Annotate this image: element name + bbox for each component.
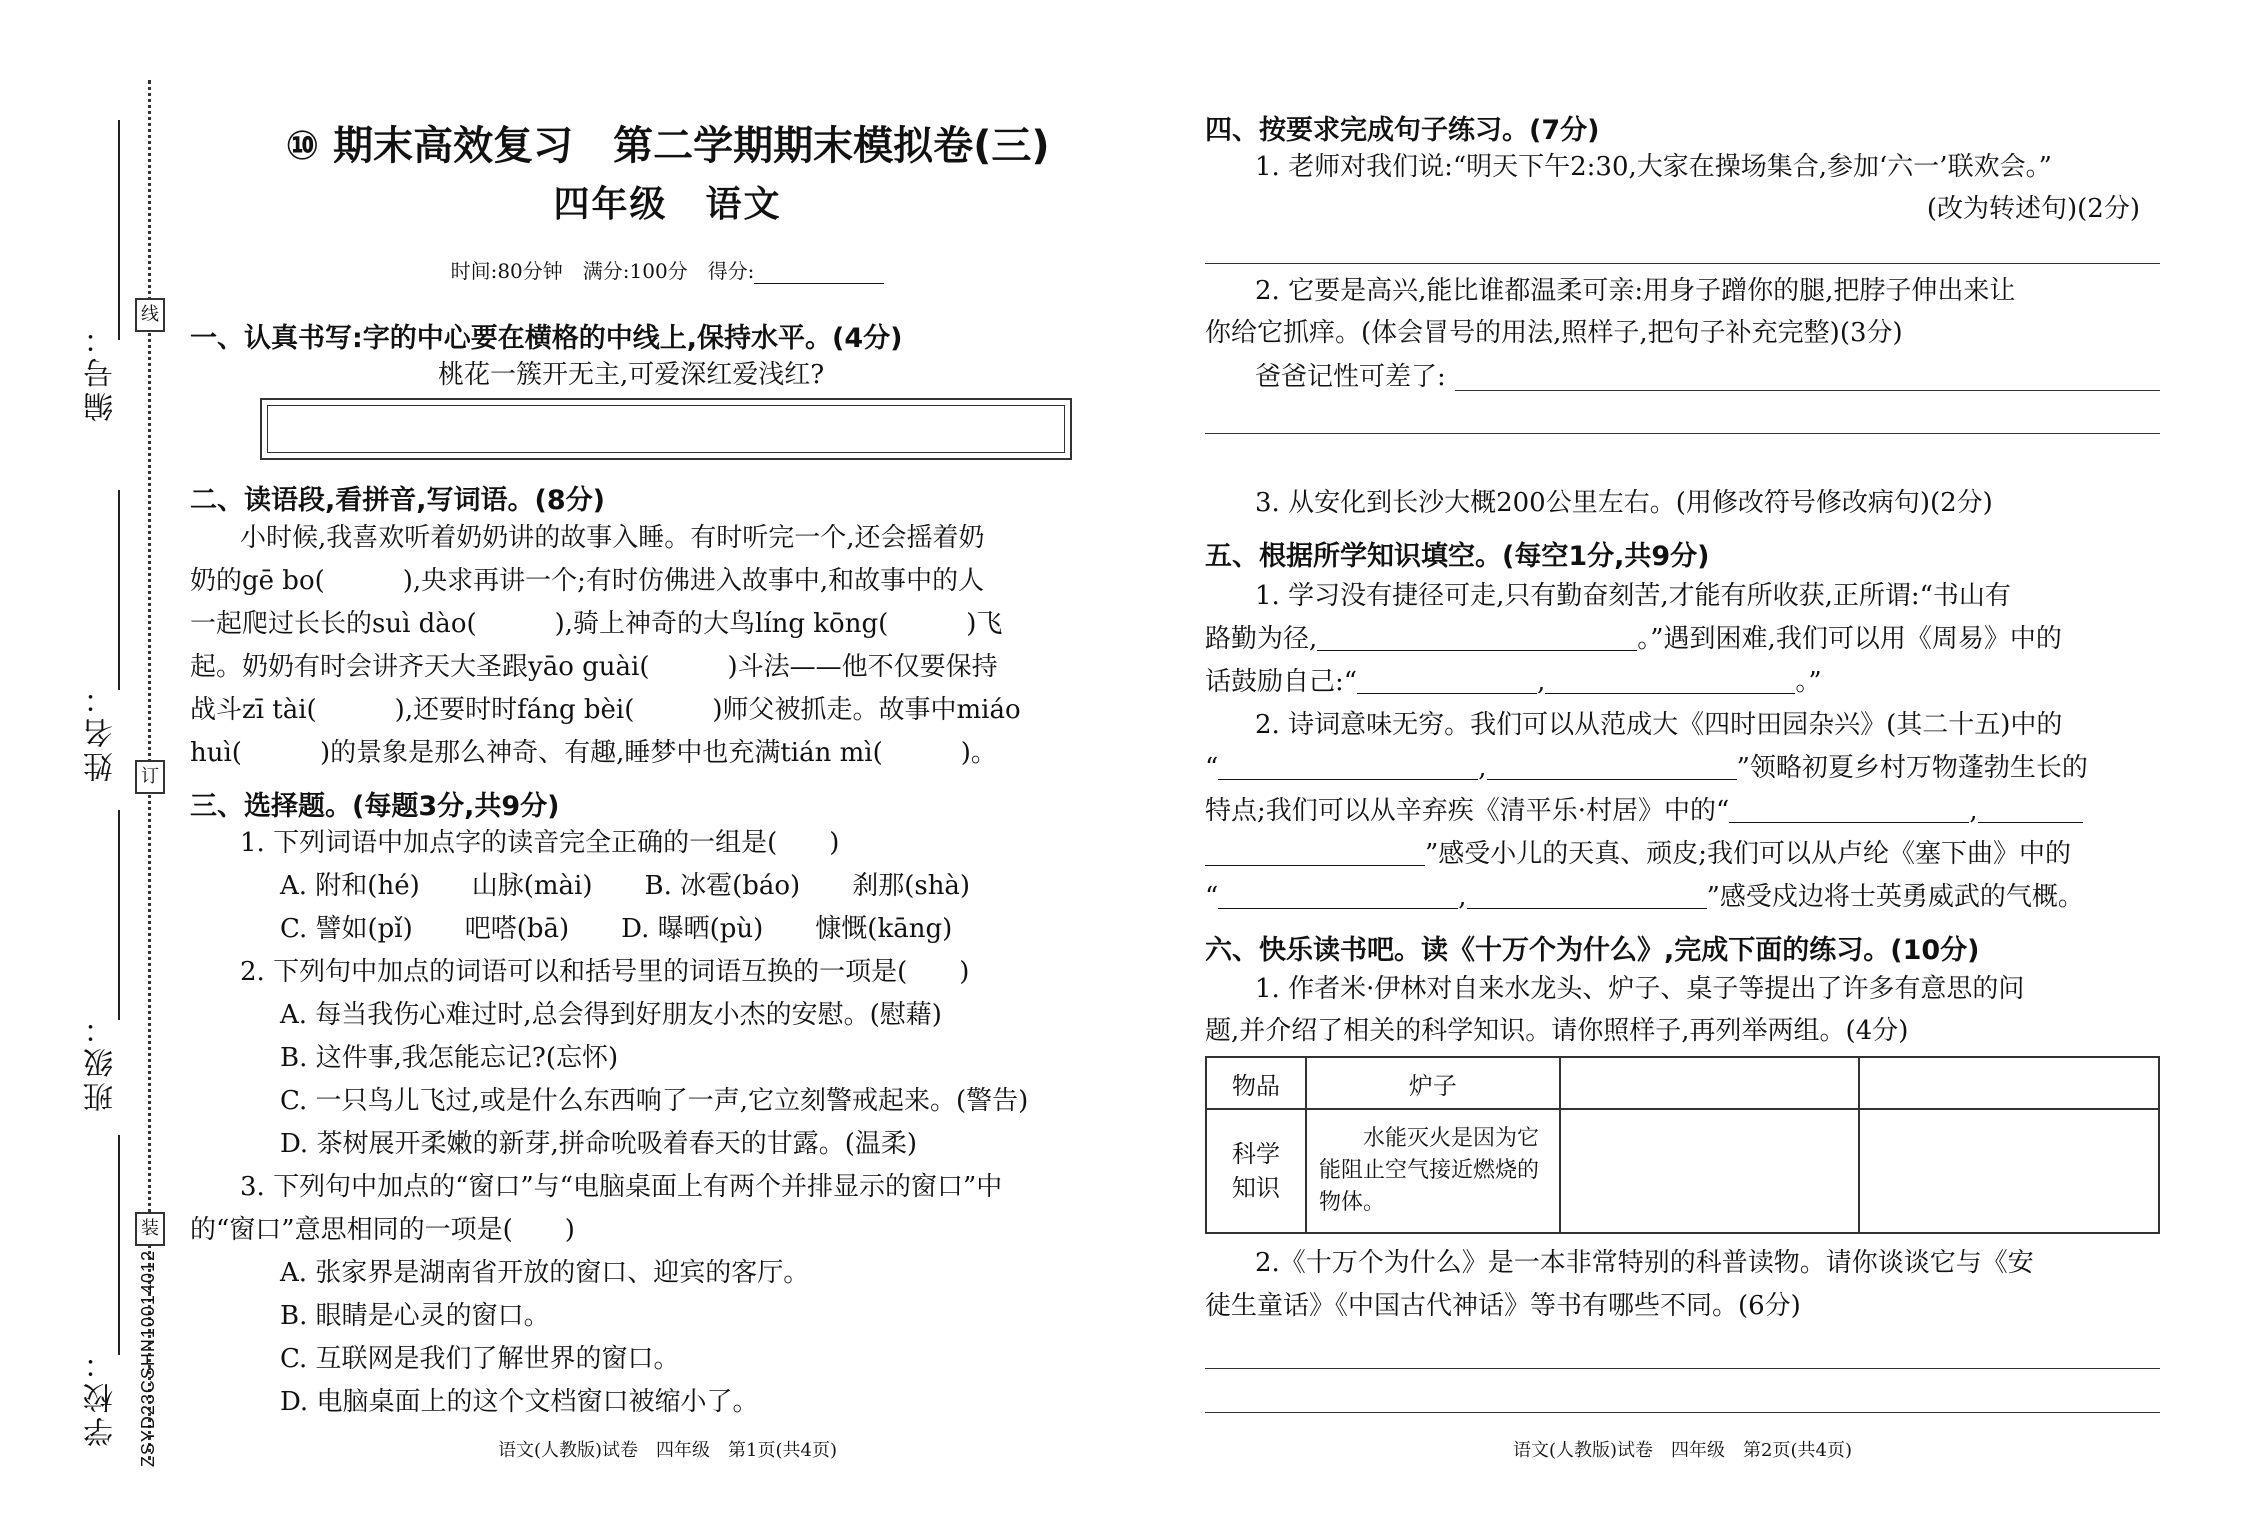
score-field[interactable] [754, 259, 884, 284]
q5-2-line-1: 2. 诗词意味无穷。我们可以从范成大《四时田园杂兴》(其二十五)中的 [1255, 710, 2063, 740]
exam-meta-text: 时间:80分钟 满分:100分 得分: [450, 259, 755, 283]
q3-1-options-ab[interactable]: A. 附和(hé) 山脉(mài) B. 冰雹(báo) 刹那(shà) [280, 871, 971, 901]
handwriting-box[interactable] [260, 398, 1072, 460]
q5-2-line-2 [1205, 747, 2088, 789]
q5-1-line-3 [1205, 661, 1822, 703]
s2-line-1: 小时候,我喜欢听着奶奶讲的故事入睡。有时听完一个,还会摇着奶 [240, 523, 985, 553]
q5-2-l3-text-a: 特点;我们可以从辛弃疾《清平乐·村居》中的“ [1205, 796, 1730, 826]
q5-2-l5-text-b: , [1458, 882, 1467, 912]
q3-1-options-cd[interactable]: C. 譬如(pǐ) 吧嗒(bā) D. 曝晒(pù) 慷慨(kāng) [280, 914, 953, 944]
q5-2-l5-text-c: ”感受戍边将士英勇威武的气概。 [1706, 882, 2084, 912]
q4-2-answer-line-2[interactable] [1205, 433, 2160, 434]
table-item-blank-2[interactable] [1859, 1057, 2159, 1109]
page-2 [1205, 0, 2160, 1535]
q5-2-line-4 [1205, 833, 2071, 875]
cut-mark-bind: 订 [135, 760, 165, 794]
cut-mark-line: 线 [135, 298, 165, 332]
q4-2-answer-line-1[interactable] [1455, 390, 2160, 391]
blank-5-2-c[interactable] [1729, 794, 1969, 823]
field-school[interactable] [118, 1135, 120, 1355]
q3-3-option-c[interactable]: C. 互联网是我们了解世界的窗口。 [280, 1344, 680, 1374]
q5-2-l2-text-a: “ [1205, 753, 1219, 783]
field-class[interactable] [118, 810, 120, 1020]
table-knowledge-blank-2[interactable] [1859, 1109, 2159, 1233]
label-number: 编号： [84, 320, 119, 422]
blank-5-2-b[interactable] [1487, 751, 1737, 780]
s2-line-4: 起。奶奶有时会讲齐天大圣跟yāo guài( )斗法——他不仅要保持 [190, 652, 998, 682]
q5-2-l3-text-b: , [1969, 796, 1978, 826]
q5-1-line-1: 1. 学习没有捷径可走,只有勤奋刻苦,才能有所收获,正所谓:“书山有 [1255, 581, 2011, 611]
section-2-heading: 二、读语段,看拼音,写词语。(8分) [190, 485, 605, 516]
blank-5-2-a[interactable] [1218, 751, 1478, 780]
q5-1-l2-text-a: 路勤为径, [1205, 624, 1318, 654]
table-knowledge-example: 水能灭火是因为它能阻止空气接近燃烧的物体。 [1306, 1109, 1560, 1233]
q5-2-l2-text-b: , [1478, 753, 1487, 783]
q3-2-option-d[interactable]: D. 茶树展开柔嫩的新芽,拼命吮吸着春天的甘露。(温柔) [280, 1129, 918, 1159]
blank-5-1-c[interactable] [1545, 665, 1795, 694]
s2-line-3: 一起爬过长长的suì dào( ),骑上神奇的大鸟líng kōng( )飞 [190, 609, 1003, 639]
blank-5-2-g[interactable] [1467, 880, 1707, 909]
q5-2-l4-text: ”感受小儿的天真、顽皮;我们可以从卢纶《塞下曲》中的 [1425, 839, 2072, 869]
s2-line-6: huì( )的景象是那么神奇、有趣,睡梦中也充满tián mì( )。 [190, 738, 997, 768]
q3-2-option-a[interactable]: A. 每当我伤心难过时,总会得到好朋友小杰的安慰。(慰藉) [280, 1000, 942, 1030]
q4-2-prompt-text: 爸爸记性可差了: [1255, 362, 1446, 392]
handwriting-inner-box[interactable] [267, 405, 1065, 453]
q3-3-option-a[interactable]: A. 张家界是湖南省开放的窗口、迎宾的客厅。 [280, 1258, 810, 1288]
q5-2-l5-text-a: “ [1205, 882, 1219, 912]
section-3-heading: 三、选择题。(每题3分,共9分) [190, 791, 560, 822]
q3-3-option-d[interactable]: D. 电脑桌面上的这个文档窗口被缩小了。 [280, 1387, 759, 1417]
table-item-blank-1[interactable] [1560, 1057, 1860, 1109]
q3-2-stem: 2. 下列句中加点的词语可以和括号里的词语互换的一项是( ) [240, 957, 970, 987]
table-head-item: 物品 [1206, 1057, 1306, 1109]
q5-2-l2-text-c: ”领略初夏乡村万物蓬勃生长的 [1736, 753, 2088, 783]
q3-2-option-c[interactable]: C. 一只鸟儿飞过,或是什么东西响了一声,它立刻警戒起来。(警告) [280, 1086, 1029, 1116]
binding-margin [0, 0, 170, 1535]
q6-2-line-2: 徒生童话》《中国古代神话》等书有哪些不同。(6分) [1205, 1291, 1801, 1321]
paper-code: ZSYD23CSHN10014012 [138, 1250, 158, 1468]
q3-3-stem-1: 3. 下列句中加点的“窗口”与“电脑桌面上有两个并排显示的窗口”中 [240, 1172, 1003, 1202]
page-2-footer: 语文(人教版)试卷 四年级 第2页(共4页) [1513, 1440, 1852, 1461]
q5-1-l3-text-b: , [1537, 667, 1546, 697]
table-head-knowledge: 科学知识 [1206, 1109, 1306, 1233]
label-class: 班级： [84, 1010, 119, 1112]
q6-1-line-2: 题,并介绍了相关的科学知识。请你照样子,再列举两组。(4分) [1205, 1016, 1909, 1046]
q6-2-line-1: 2.《十万个为什么》是一本非常特别的科普读物。请你谈谈它与《安 [1255, 1248, 2034, 1278]
blank-5-2-e[interactable] [1205, 837, 1425, 866]
q5-2-line-3 [1205, 790, 2083, 832]
q4-1-answer-line[interactable] [1205, 263, 2160, 264]
blank-5-1-a[interactable] [1317, 622, 1637, 651]
q6-1-line-1: 1. 作者米·伊林对自来水龙头、炉子、桌子等提出了许多有意思的问 [1255, 974, 2025, 1004]
label-name: 姓名： [84, 680, 119, 782]
field-name[interactable] [118, 490, 120, 690]
blank-5-2-d[interactable] [1978, 794, 2083, 823]
q4-3-stem: 3. 从安化到长沙大概200公里左右。(用修改符号修改病句)(2分) [1255, 488, 1993, 518]
q4-2-stem-2: 你给它抓痒。(体会冒号的用法,照样子,把句子补充完整)(3分) [1205, 318, 1903, 348]
s2-line-5: 战斗zī tài( ),还要时时fáng bèi( )师父被抓走。故事中miáo [190, 695, 1021, 725]
q6-2-answer-line-2[interactable] [1205, 1412, 2160, 1413]
q3-3-stem-2: 的“窗口”意思相同的一项是( ) [190, 1215, 575, 1245]
blank-5-2-f[interactable] [1218, 880, 1458, 909]
exam-title: ⑩ 期末高效复习 第二学期期末模拟卷(三) [285, 123, 1050, 169]
exam-meta [190, 255, 1145, 284]
q4-2-prompt [1255, 356, 1446, 398]
q3-1-stem: 1. 下列词语中加点字的读音完全正确的一组是( ) [240, 828, 840, 858]
section-6-heading: 六、快乐读书吧。读《十万个为什么》,完成下面的练习。(10分) [1205, 935, 1980, 966]
s2-line-2: 奶的gē bo( ),央求再讲一个;有时仿佛进入故事中,和故事中的人 [190, 566, 985, 596]
example-table [1205, 1056, 2160, 1234]
q5-1-l2-text-b: 。”遇到困难,我们可以用《周易》中的 [1637, 624, 2062, 654]
label-school: 学校： [84, 1345, 119, 1447]
q5-1-l3-text-a: 话鼓励自己:“ [1205, 667, 1358, 697]
section-4-heading: 四、按要求完成句子练习。(7分) [1205, 115, 1600, 146]
cut-mark-staple: 装 [135, 1212, 165, 1246]
q5-2-line-5 [1205, 876, 2084, 918]
table-knowledge-blank-1[interactable] [1560, 1109, 1860, 1233]
page-1 [190, 0, 1145, 1535]
exam-subtitle: 四年级 语文 [553, 184, 782, 225]
q4-1-note: (改为转述句)(2分) [1926, 194, 2140, 224]
field-number[interactable] [118, 120, 120, 340]
q5-1-l3-text-c: 。” [1795, 667, 1822, 697]
blank-5-1-b[interactable] [1357, 665, 1537, 694]
section-5-heading: 五、根据所学知识填空。(每空1分,共9分) [1205, 541, 1710, 572]
q4-1-stem: 1. 老师对我们说:“明天下午2:30,大家在操场集合,参加‘六一’联欢会。” [1255, 152, 2052, 182]
poem-line: 桃花一簇开无主,可爱深红爱浅红? [438, 360, 825, 390]
q5-1-line-2 [1205, 618, 2062, 660]
q3-3-option-b[interactable]: B. 眼睛是心灵的窗口。 [280, 1301, 550, 1331]
q6-2-answer-line-1[interactable] [1205, 1368, 2160, 1369]
section-1-heading: 一、认真书写:字的中心要在横格的中线上,保持水平。(4分) [190, 323, 903, 354]
q4-2-stem-1: 2. 它要是高兴,能比谁都温柔可亲:用身子蹭你的腿,把脖子伸出来让 [1255, 276, 2016, 306]
q3-2-option-b[interactable]: B. 这件事,我怎能忘记?(忘怀) [280, 1043, 619, 1073]
page-1-footer: 语文(人教版)试卷 四年级 第1页(共4页) [498, 1440, 837, 1461]
table-item-example: 炉子 [1306, 1057, 1560, 1109]
